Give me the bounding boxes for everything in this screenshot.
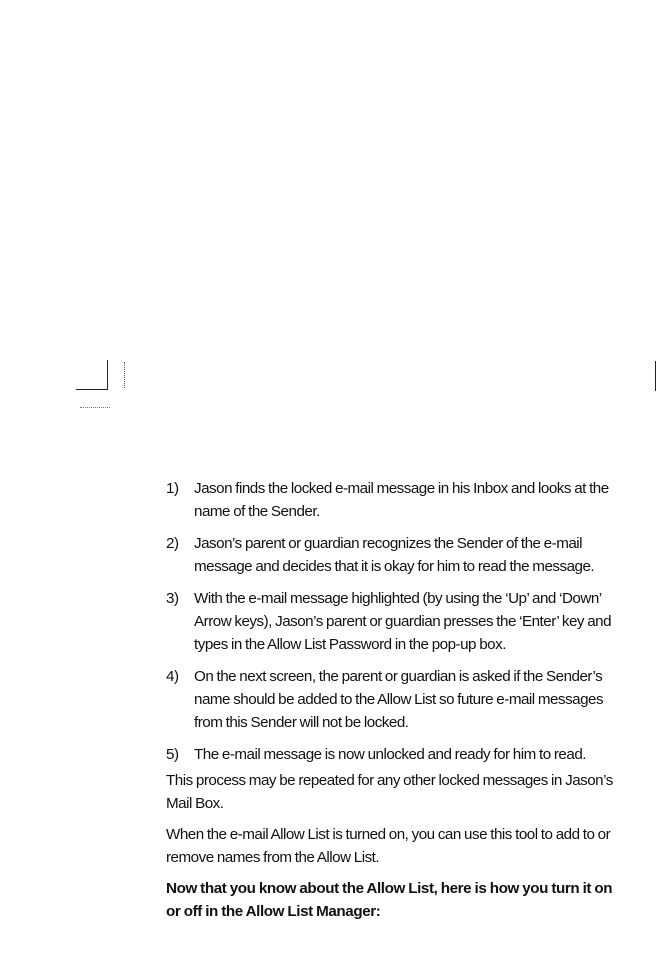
repeat-paragraph: This process may be repeated for any other locked messages in Jason’s Mail Box. [166, 772, 613, 812]
crop-mark-vertical [107, 360, 108, 390]
crop-mark-dotted-vertical [124, 362, 125, 388]
steps-list [166, 477, 618, 766]
step-text: With the e-mail message highlighted (by using the ‘Up’ and ‘Down’ Arrow keys), Jason’s parent or guardian presses the ‘Enter’ key and types in the Allow List Password in the pop-up box. [194, 590, 612, 653]
list-item [166, 532, 618, 578]
tool-paragraph: When the e-mail Allow List is turned on, you can use this tool to add to or remove names from the Allow List. [166, 826, 611, 866]
step-text: Jason finds the locked e-mail message in his Inbox and looks at the name of the Sender. [194, 480, 609, 520]
step-text: Jason’s parent or guardian recognizes the Sender of the e-mail message and decides that it is okay for him to read the message. [194, 535, 595, 575]
crop-mark-horizontal [76, 389, 107, 390]
step-text: The e-mail message is now unlocked and ready for him to read. [194, 746, 586, 763]
step-number: 1) [166, 480, 179, 497]
crop-mark-dotted-horizontal [80, 407, 110, 408]
list-item [166, 743, 618, 766]
document-body [166, 477, 618, 931]
step-text: On the next screen, the parent or guardian is asked if the Sender’s name should be added to the Allow List so future e-mail messages from this Sender will not be locked. [194, 668, 604, 731]
step-number: 4) [166, 668, 179, 685]
step-number: 2) [166, 535, 179, 552]
list-item [166, 587, 618, 656]
list-item [166, 665, 618, 734]
step-number: 3) [166, 590, 179, 607]
step-number: 5) [166, 746, 179, 763]
list-item [166, 477, 618, 523]
page-edge-mark [655, 361, 656, 391]
section-heading: Now that you know about the Allow List, here is how you turn it on or off in the Allow List Manager: [166, 880, 613, 920]
